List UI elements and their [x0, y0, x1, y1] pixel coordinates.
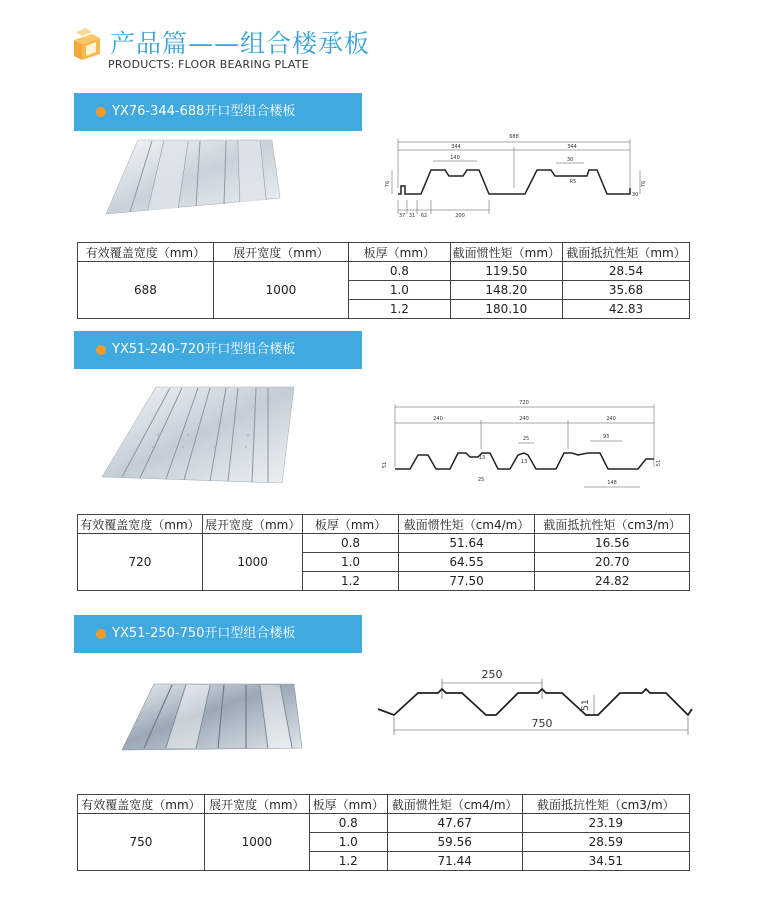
- dim-height-2: 51: [382, 461, 388, 469]
- spec-table-3: [77, 794, 690, 871]
- product-name-3: YX51-250-750开口型组合楼板: [112, 626, 296, 641]
- spec-table-1: [77, 242, 690, 319]
- dim-total-3: 750: [531, 717, 553, 730]
- col-resistance: 截面抵抗性矩（mm）: [563, 243, 690, 262]
- dim-d2: 31: [408, 213, 416, 219]
- cell-coverage: 720: [78, 534, 203, 591]
- dim-span-b: 344: [567, 144, 577, 150]
- cell-inertia: 47.67: [387, 814, 522, 833]
- cell-coverage: 750: [78, 814, 205, 871]
- col-unfolded: 展开宽度（mm）: [204, 795, 309, 814]
- cell-inertia: 59.56: [387, 833, 522, 852]
- col-unfolded: 展开宽度（mm）: [202, 515, 302, 534]
- box-logo-icon: [70, 26, 104, 62]
- cell-resistance: 23.19: [522, 814, 689, 833]
- dim-small-1: 13: [478, 455, 486, 461]
- cell-inertia: 51.64: [398, 534, 535, 553]
- cell-unfolded: 1000: [213, 262, 348, 319]
- table-row: [78, 534, 690, 553]
- cell-unfolded: 1000: [202, 534, 302, 591]
- cell-inertia: 64.55: [398, 553, 535, 572]
- dim-base-2: 148: [607, 480, 617, 486]
- dim-small-2: 13: [520, 459, 528, 465]
- col-thickness: 板厚（mm）: [349, 243, 451, 262]
- cell-resistance: 42.83: [563, 300, 690, 319]
- bullet-dot-icon: [96, 629, 106, 639]
- col-resistance: 截面抵抗性矩（cm3/m）: [535, 515, 690, 534]
- col-resistance: 截面抵抗性矩（cm3/m）: [522, 795, 689, 814]
- bullet-dot-icon: [96, 107, 106, 117]
- product-photo-2: [98, 385, 298, 487]
- cell-unfolded: 1000: [204, 814, 309, 871]
- cell-resistance: 20.70: [535, 553, 690, 572]
- table-header-row: [78, 515, 690, 534]
- dim-d4: 200: [455, 213, 465, 219]
- table-header-row: [78, 243, 690, 262]
- dim-pitch-3: 250: [481, 668, 503, 681]
- cell-inertia: 119.50: [450, 262, 562, 281]
- cell-thickness: 1.0: [303, 553, 398, 572]
- dim-height-right-2: 51: [656, 459, 662, 467]
- cell-inertia: 148.20: [450, 281, 562, 300]
- col-inertia: 截面惯性矩（cm4/m）: [387, 795, 522, 814]
- col-inertia: 截面惯性矩（cm4/m）: [398, 515, 535, 534]
- product-name-2: YX51-240-720开口型组合楼板: [112, 342, 296, 357]
- dim-total-2: 720: [519, 400, 529, 406]
- cell-thickness: 0.8: [303, 534, 398, 553]
- col-thickness: 板厚（mm）: [309, 795, 387, 814]
- product-photo-1: [100, 138, 282, 220]
- dim-bottom-2: 25: [477, 477, 485, 483]
- cell-inertia: 71.44: [387, 852, 522, 871]
- cell-resistance: 34.51: [522, 852, 689, 871]
- cell-thickness: 1.2: [349, 300, 451, 319]
- page-header: [70, 16, 470, 76]
- dim-total-1: 688: [509, 134, 519, 140]
- col-unfolded: 展开宽度（mm）: [213, 243, 348, 262]
- profile-drawing-1: [365, 128, 650, 220]
- cell-thickness: 1.0: [349, 281, 451, 300]
- dim-span-a: 344: [451, 144, 461, 150]
- dim-top-1: 140: [450, 155, 460, 161]
- dim-height-left-1: 76: [385, 180, 391, 188]
- dim-top-2: 93: [602, 434, 610, 440]
- col-coverage: 有效覆盖宽度（mm）: [78, 243, 214, 262]
- cell-resistance: 24.82: [535, 572, 690, 591]
- col-inertia: 截面惯性矩（mm）: [450, 243, 562, 262]
- dim-height-3: 51: [581, 699, 591, 711]
- cell-inertia: 180.10: [450, 300, 562, 319]
- spec-table-2: [77, 514, 690, 591]
- profile-drawing-3: [376, 665, 694, 745]
- col-coverage: 有效覆盖宽度（mm）: [78, 795, 205, 814]
- cell-inertia: 77.50: [398, 572, 535, 591]
- dim-height-right-1: 76: [641, 180, 647, 188]
- dim-lip-1: 30: [631, 192, 639, 198]
- cell-thickness: 0.8: [309, 814, 387, 833]
- product-banner-3: [74, 615, 362, 653]
- page-subtitle: PRODUCTS: FLOOR BEARING PLATE: [108, 58, 309, 71]
- product-name-1: YX76-344-688开口型组合楼板: [112, 104, 296, 119]
- bullet-dot-icon: [96, 345, 106, 355]
- dim-rib-2: 25: [522, 436, 530, 442]
- table-header-row: [78, 795, 690, 814]
- cell-resistance: 35.68: [563, 281, 690, 300]
- dim-d3: 62: [420, 213, 428, 219]
- dim-d1: 37: [398, 213, 406, 219]
- cell-resistance: 28.59: [522, 833, 689, 852]
- cell-coverage: 688: [78, 262, 214, 319]
- dim-p2: 240: [519, 416, 529, 422]
- cell-thickness: 1.2: [309, 852, 387, 871]
- profile-drawing-2: [378, 397, 661, 495]
- cell-thickness: 0.8: [349, 262, 451, 281]
- product-banner-2: [74, 331, 362, 369]
- col-coverage: 有效覆盖宽度（mm）: [78, 515, 203, 534]
- cell-thickness: 1.0: [309, 833, 387, 852]
- col-thickness: 板厚（mm）: [303, 515, 398, 534]
- product-banner-1: [74, 93, 362, 131]
- dim-p3: 240: [606, 416, 616, 422]
- cell-resistance: 16.56: [535, 534, 690, 553]
- dim-radius-1: R5: [569, 179, 577, 185]
- cell-resistance: 28.54: [563, 262, 690, 281]
- product-photo-3: [118, 682, 304, 754]
- dim-rib-1: 30: [566, 157, 574, 163]
- table-row: [78, 262, 690, 281]
- table-row: [78, 814, 690, 833]
- dim-p1: 240: [433, 416, 443, 422]
- cell-thickness: 1.2: [303, 572, 398, 591]
- page-title: 产品篇——组合楼承板: [110, 29, 371, 58]
